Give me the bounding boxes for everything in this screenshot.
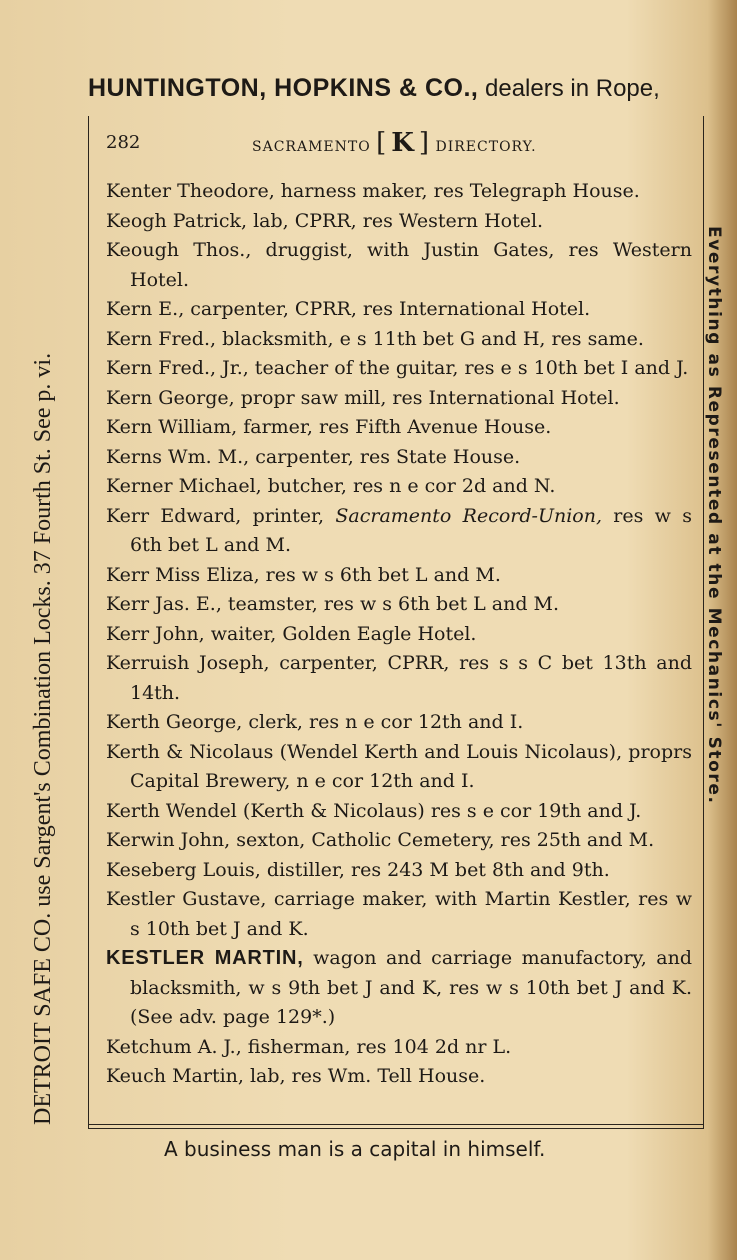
directory-entry xyxy=(106,856,692,886)
entry-text: Kern E., carpenter, CPRR, res International Hotel. xyxy=(106,298,591,320)
right-margin-advertisement: Everything as Represented at the Mechanics' Store. xyxy=(704,226,724,805)
entry-text: Kerth George, clerk, res n e cor 12th and I. xyxy=(106,711,524,733)
directory-entry xyxy=(106,738,692,797)
open-bracket: [ xyxy=(376,128,388,158)
page-header xyxy=(102,128,692,158)
directory-entry xyxy=(106,413,692,443)
entry-text: Kern William, farmer, res Fifth Avenue House. xyxy=(106,416,552,438)
entry-text: Keogh Patrick, lab, CPRR, res Western Hotel. xyxy=(106,209,544,232)
entry-name-bold: KESTLER MARTIN, xyxy=(106,947,304,969)
entry-text: Kerruish Joseph, carpenter, CPRR, res s s C bet 13th and 14th. xyxy=(106,652,692,704)
entry-text: Kern Fred., blacksmith, e s 11th bet G and H, res same. xyxy=(106,327,644,350)
directory-entry xyxy=(106,885,692,944)
entry-text: Kerth Wendel (Kerth & Nicolaus) res s e cor 19th and J. xyxy=(106,799,642,822)
directory-entry xyxy=(106,944,692,1033)
directory-entry xyxy=(106,177,692,207)
entry-text: Kerns Wm. M., carpenter, res State House. xyxy=(106,445,521,468)
directory-entries xyxy=(106,177,692,1092)
entry-text: Kern Fred., Jr., teacher of the guitar, res e s 10th bet I and J. xyxy=(106,357,689,379)
top-ad-text: dealers in Rope, xyxy=(478,75,660,102)
entry-text: res w s 6th bet L and M. xyxy=(130,504,692,556)
directory-entry xyxy=(106,443,692,473)
directory-entry xyxy=(106,561,692,591)
directory-entry xyxy=(106,502,692,561)
directory-entry xyxy=(106,236,692,295)
directory-entry xyxy=(106,354,692,384)
entry-text: Kerner Michael, butcher, res n e cor 2d and N. xyxy=(106,475,556,497)
entry-text: Keuch Martin, lab, res Wm. Tell House. xyxy=(106,1065,486,1087)
running-head-right: DIRECTORY. xyxy=(435,139,537,155)
directory-entry xyxy=(106,708,692,738)
running-head-left: SACRAMENTO xyxy=(252,139,371,155)
directory-entry xyxy=(106,384,692,414)
entry-text: Kerr Edward, printer, xyxy=(106,504,336,527)
directory-entry xyxy=(106,295,692,325)
entry-text: Keseberg Louis, distiller, res 243 M bet 8th and 9th. xyxy=(106,858,610,881)
top-ad-company: HUNTINGTON, HOPKINS & CO., xyxy=(88,74,479,102)
page-number: 282 xyxy=(106,132,141,153)
directory-entry xyxy=(106,797,692,827)
directory-entry xyxy=(106,620,692,650)
bottom-advertisement: A business man is a capital in himself. xyxy=(164,1137,546,1161)
entry-text: wagon and carriage manufactory, and blacksmith, w s 9th bet J and K, res w s 10th bet J and K. (See adv. page 129*.) xyxy=(130,947,692,1028)
directory-entry xyxy=(106,826,692,856)
directory-entry xyxy=(106,472,692,502)
directory-entry xyxy=(106,1033,692,1063)
directory-entry xyxy=(106,1062,692,1092)
running-head xyxy=(252,128,537,158)
entry-text: Kern George, propr saw mill, res International Hotel. xyxy=(106,386,620,409)
left-margin-advertisement: DETROIT SAFE CO. use Sargent's Combination Locks. 37 Fourth St. See p. vi. xyxy=(30,352,56,1125)
directory-entry xyxy=(106,649,692,708)
directory-entry xyxy=(106,207,692,237)
entry-text: Kerr Miss Eliza, res w s 6th bet L and M. xyxy=(106,563,501,586)
entry-italic: Sacramento Record-Union, xyxy=(335,504,602,527)
directory-entry xyxy=(106,590,692,620)
entry-text: Kenter Theodore, harness maker, res Telegraph House. xyxy=(106,180,640,202)
entry-text: Kestler Gustave, carriage maker, with Martin Kestler, res w s 10th bet J and K. xyxy=(106,888,692,940)
entry-text: Kerr Jas. E., teamster, res w s 6th bet L and M. xyxy=(106,593,560,615)
entry-text: Kerr John, waiter, Golden Eagle Hotel. xyxy=(106,622,477,645)
entry-text: Keough Thos., druggist, with Justin Gates, res Western Hotel. xyxy=(106,239,692,291)
entry-text: Kerth & Nicolaus (Wendel Kerth and Louis Nicolaus), proprs Capital Brewery, n e cor 12th and I. xyxy=(106,740,692,792)
entry-text: Kerwin John, sexton, Catholic Cemetery, res 25th and M. xyxy=(106,829,655,851)
section-letter: K xyxy=(391,128,415,158)
close-bracket: ] xyxy=(418,128,431,158)
top-advertisement xyxy=(88,74,728,103)
entry-text: Ketchum A. J., fisherman, res 104 2d nr L. xyxy=(106,1035,512,1058)
directory-entry xyxy=(106,325,692,355)
